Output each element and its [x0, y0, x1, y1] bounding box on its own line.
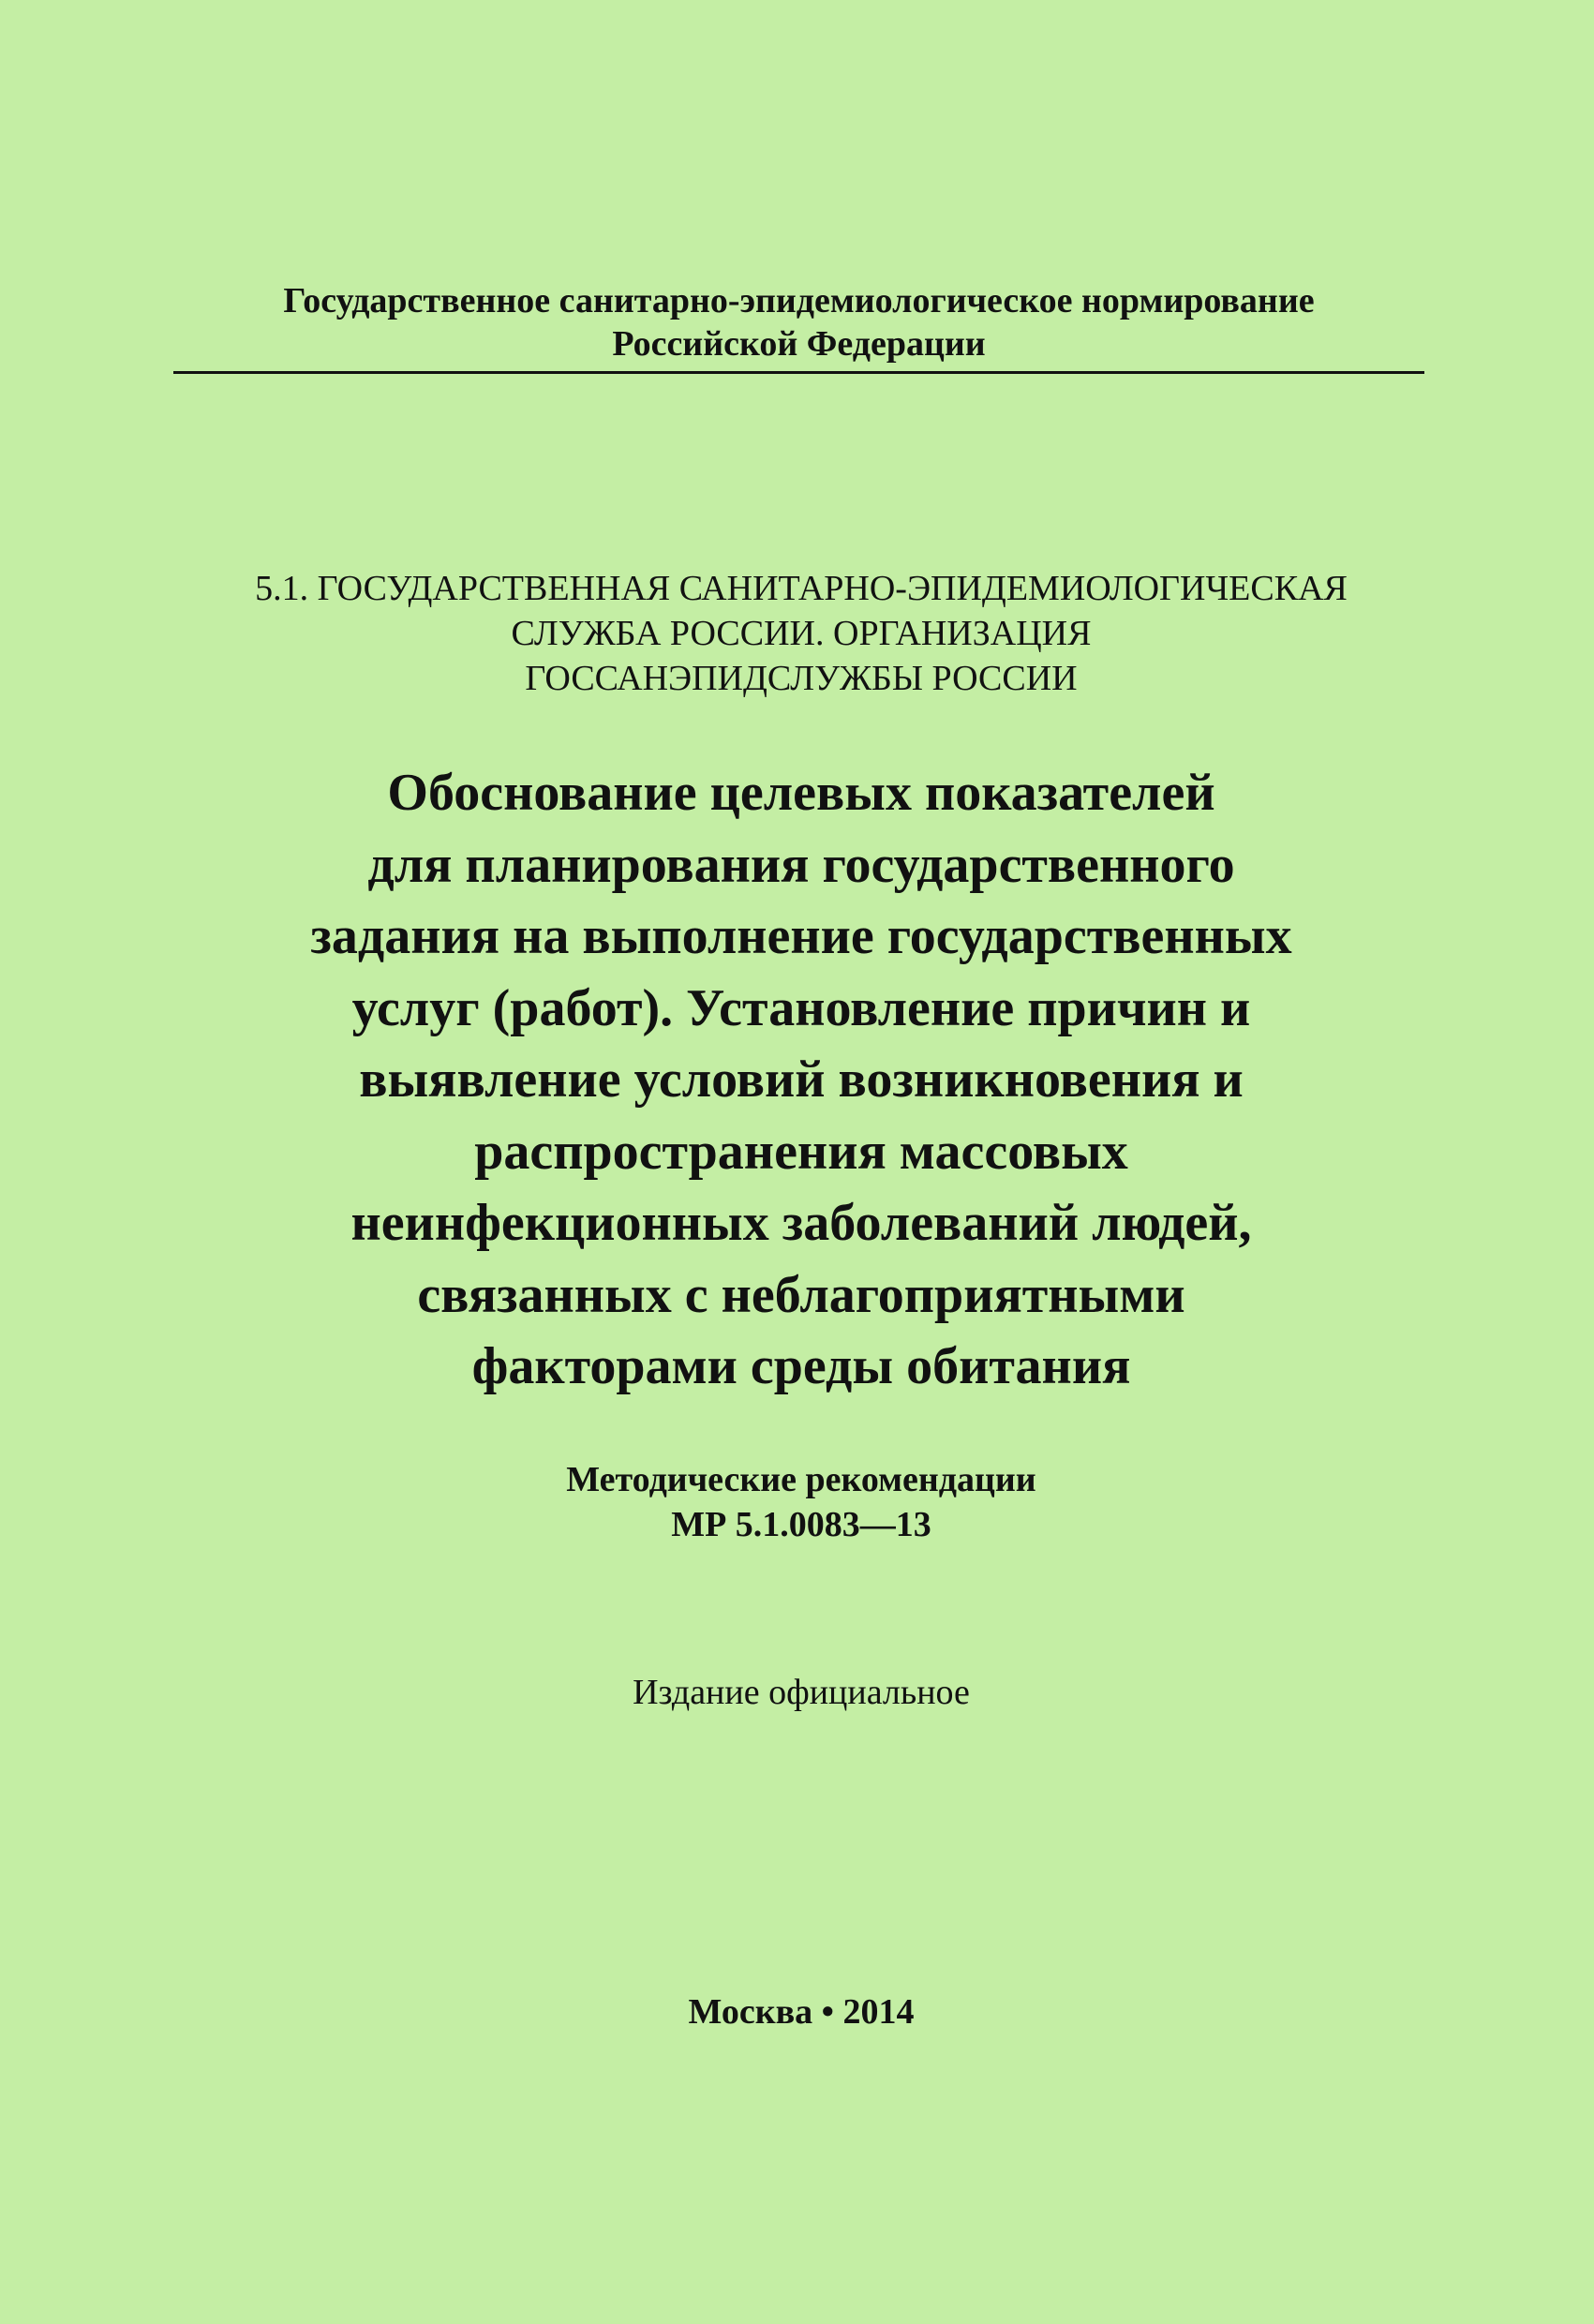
title-line: задания на выполнение государственных: [310, 907, 1292, 965]
document-type: Методические рекомендации: [566, 1460, 1036, 1499]
title-line: для планирования государственного: [367, 835, 1235, 894]
title-line: связанных с неблагоприятными: [417, 1265, 1185, 1324]
header-block: [173, 279, 1424, 365]
header-line-2: Российской Федерации: [612, 324, 986, 364]
title-line: выявление условий возникновения и: [359, 1050, 1244, 1109]
title-line: неинфекционных заболеваний людей,: [350, 1194, 1252, 1252]
series-line-2: СЛУЖБА РОССИИ. ОРГАНИЗАЦИЯ: [511, 614, 1092, 653]
header-divider: [173, 371, 1424, 374]
document-code: МР 5.1.0083—13: [671, 1505, 931, 1544]
edition-text: Издание официальное: [633, 1673, 970, 1712]
method-block: [234, 1457, 1368, 1547]
document-title: [187, 757, 1415, 1403]
city-year: Москва • 2014: [688, 1992, 915, 2032]
publication-footer: [375, 1989, 1228, 2034]
title-line: услуг (работ). Установление причин и: [351, 978, 1251, 1037]
header-line-1: Государственное санитарно-эпидемиологическое нормирование: [283, 281, 1315, 320]
title-line: факторами среды обитания: [471, 1337, 1131, 1395]
edition-note: [309, 1670, 1293, 1715]
title-line: распространения массовых: [474, 1122, 1128, 1181]
series-line-1: 5.1. ГОСУДАРСТВЕННАЯ САНИТАРНО-ЭПИДЕМИОЛОГИЧЕСКАЯ: [255, 569, 1348, 608]
title-line: Обоснование целевых показателей: [387, 764, 1215, 822]
series-heading: [178, 566, 1424, 701]
series-line-3: ГОССАНЭПИДСЛУЖБЫ РОССИИ: [525, 659, 1078, 698]
